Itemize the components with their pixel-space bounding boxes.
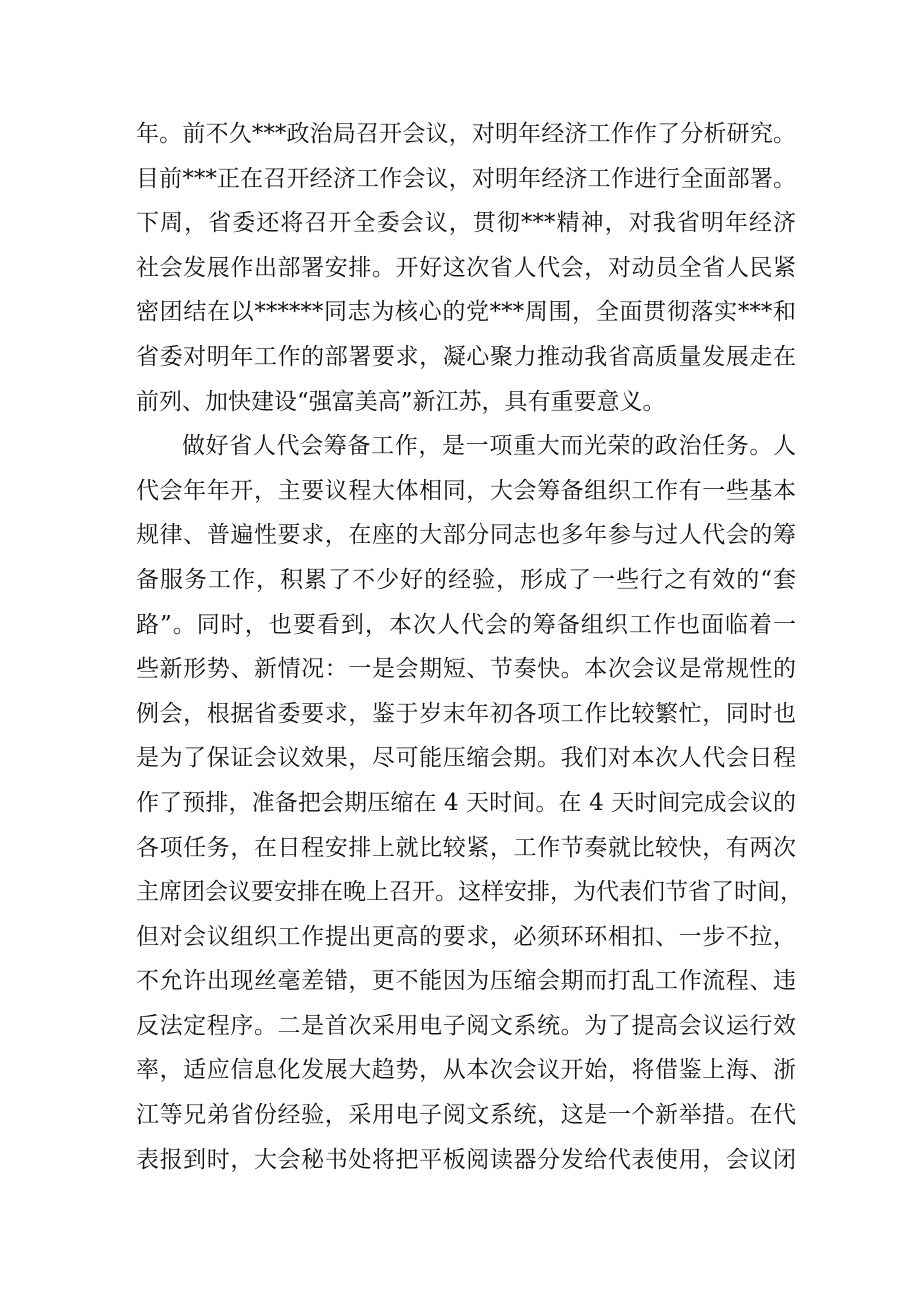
paragraph-line: 江等兄弟省份经验，采用电子阅文系统，这是一个新举措。在代: [136, 1102, 796, 1129]
paragraph-line: 下周，省委还将召开全委会议，贯彻***精神，对我省明年经济: [136, 210, 796, 237]
paragraph-line: 目前***正在召开经济工作会议，对明年经济工作进行全面部署。: [136, 165, 796, 192]
paragraph-1: [136, 112, 796, 424]
paragraph-line: 反法定程序。二是首次采用电子阅文系统。为了提高会议运行效: [136, 1012, 796, 1039]
paragraph-line: 率，适应信息化发展大趋势，从本次会议开始，将借鉴上海、浙: [136, 1057, 796, 1084]
paragraph-line: 例会，根据省委要求，鉴于岁末年初各项工作比较繁忙，同时也: [136, 700, 796, 727]
paragraph-line: 做好省人代会筹备工作，是一项重大而光荣的政治任务。人: [182, 433, 796, 460]
paragraph-line: 规律、普遍性要求，在座的大部分同志也多年参与过人代会的筹: [136, 522, 796, 549]
paragraph-line: 主席团会议要安排在晚上召开。这样安排，为代表们节省了时间，: [136, 879, 803, 906]
paragraph-line: 前列、加快建设“强富美高”新江苏，具有重要意义。: [136, 388, 666, 415]
paragraph-2: [136, 424, 803, 1182]
paragraph-line: 备服务工作，积累了不少好的经验，形成了一些行之有效的“套: [136, 566, 796, 593]
paragraph-line: 但对会议组织工作提出更高的要求，必须环环相扣、一步不拉，: [136, 923, 796, 950]
paragraph-line: 代会年年开，主要议程大体相同，大会筹备组织工作有一些基本: [136, 477, 796, 504]
paragraph-line: 是为了保证会议效果，尽可能压缩会期。我们对本次人代会日程: [136, 745, 796, 772]
paragraph-line: 路”。同时，也要看到，本次人代会的筹备组织工作也面临着一: [136, 611, 796, 638]
paragraph-line: 年。前不久***政治局召开会议，对明年经济工作作了分析研究。: [136, 121, 796, 147]
paragraph-line: 不允许出现丝毫差错，更不能因为压缩会期而打乱工作流程、违: [136, 968, 796, 995]
paragraph-line: 表报到时，大会秘书处将把平板阅读器分发给代表使用，会议闭: [136, 1146, 796, 1173]
paragraph-line: 社会发展作出部署安排。开好这次省人代会，对动员全省人民紧: [136, 254, 796, 281]
paragraph-line: 各项任务，在日程安排上就比较紧，工作节奏就比较快，有两次: [136, 834, 796, 861]
document-body: [136, 112, 803, 1182]
paragraph-line: 作了预排，准备把会期压缩在 4 天时间。在 4 天时间完成会议的: [136, 789, 796, 816]
paragraph-line: 省委对明年工作的部署要求，凝心聚力推动我省高质量发展走在: [136, 343, 796, 370]
paragraph-line: 密团结在以******同志为核心的党***周围，全面贯彻落实***和: [136, 299, 796, 326]
paragraph-line: 些新形势、新情况：一是会期短、节奏快。本次会议是常规性的: [136, 656, 796, 683]
